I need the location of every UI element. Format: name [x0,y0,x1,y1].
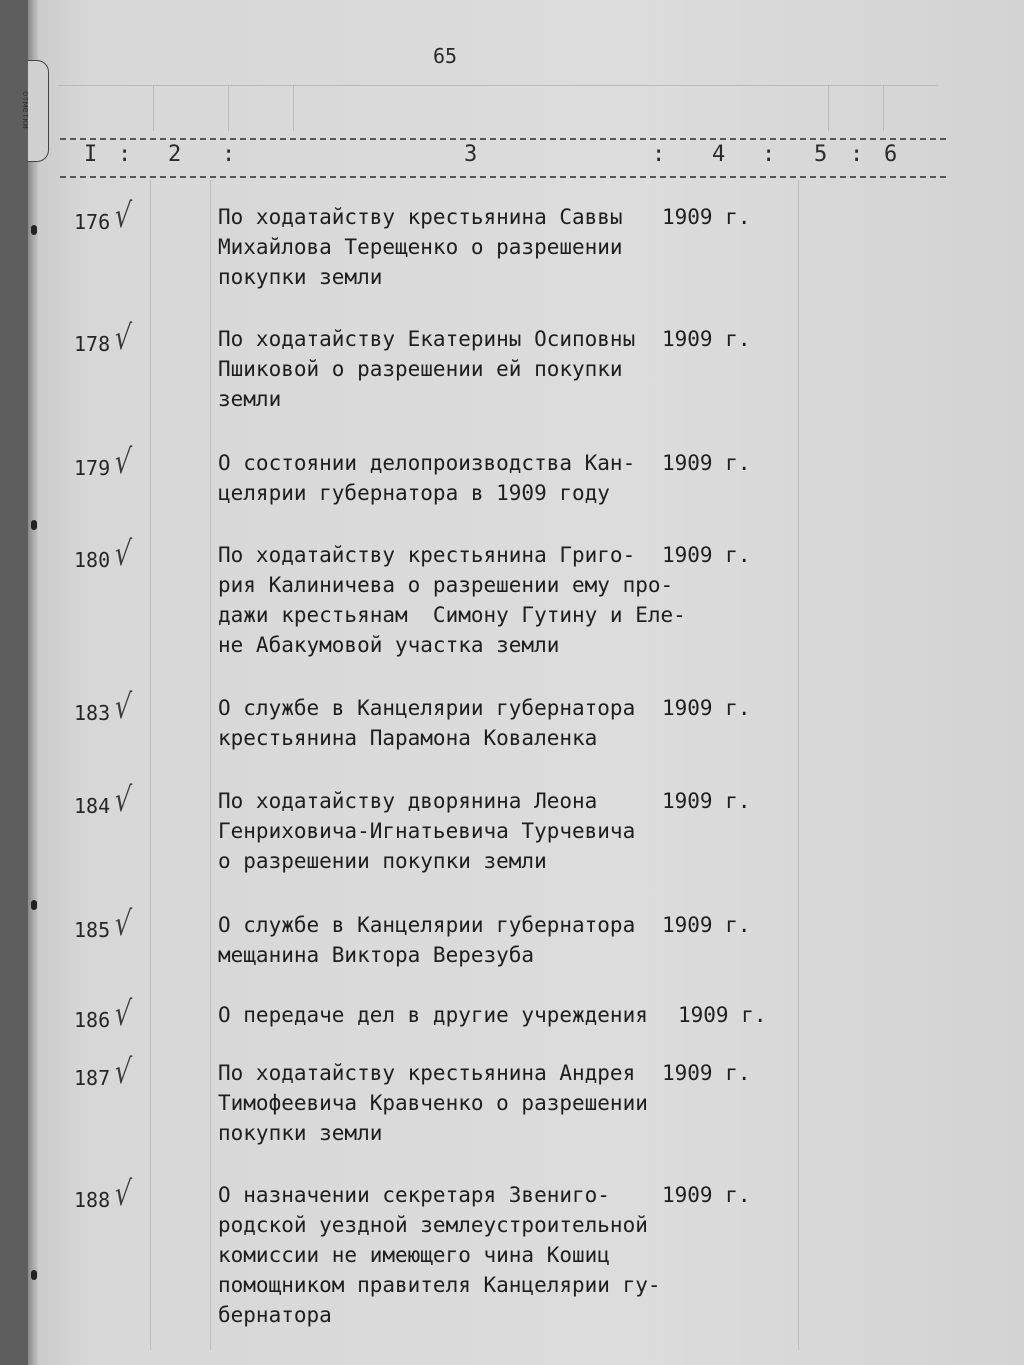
entry-title: По ходатайству крестьянина Андрея Тимофеевича Кравченко о разрешении покупки земли [218,1061,648,1145]
entry-number: 184 [74,794,111,818]
column-separator: : [222,142,236,167]
checkmark-icon: √ [113,1174,133,1214]
entry-year: 1909 г. [662,205,751,229]
page-binding-edge [28,0,38,1365]
stamp-label: отметки [20,91,30,129]
checkmark-icon: √ [113,780,133,820]
column-rule [798,180,799,1350]
column-separator: : [762,142,776,167]
column-rule [210,180,211,1350]
column-separator: : [850,142,864,167]
faded-table-header [58,85,938,131]
entry-year: 1909 г. [662,1061,751,1085]
checkmark-icon: √ [113,687,133,727]
entry-title: По ходатайству крестьянина Григо- рия Калиничева о разрешении ему про- дажи крестьянам Симону Гутину и Еле- не Абакумовой участка земли [218,543,686,657]
column-rule [150,180,151,1350]
checkmark-icon: √ [113,534,133,574]
entry-year: 1909 г. [662,543,751,567]
entry-number: 180 [74,548,111,572]
document-page [20,0,1024,1365]
checkmark-icon: √ [113,442,133,482]
entry-year: 1909 г. [662,1183,751,1207]
entry-number: 179 [74,456,111,480]
entry-title: По ходатайству крестьянина Саввы Михайлова Терещенко о разрешении покупки земли [218,205,623,289]
binding-hole [31,225,37,235]
checkmark-icon: √ [113,318,133,358]
entry-number: 186 [74,1008,111,1032]
entry-title: О службе в Канцелярии губернатора крестьянина Парамона Коваленка [218,696,636,750]
entry-title: По ходатайству дворянина Леона Генриховича-Игнатьевича Турчевича о разрешении покупки земли [218,789,636,873]
entry-title: О назначении секретаря Звениго- родской уездной землеустроительной комиссии не имеющего чина Кошиц помощником правителя Канцелярии гу- бернатора [218,1183,661,1327]
entry-number: 178 [74,332,111,356]
entry-year: 1909 г. [662,451,751,475]
column-separator: : [652,142,666,167]
header-dash-line [60,138,946,140]
header-dash-line [60,176,946,178]
page-number: 65 [433,44,458,68]
entry-year: 1909 г. [678,1003,767,1027]
column-number: 2 [168,142,182,167]
entry-title: О передаче дел в другие учреждения [218,1003,648,1027]
column-number: 4 [712,142,726,167]
column-number: 3 [464,142,478,167]
binding-hole [31,520,37,530]
entry-number: 185 [74,918,111,942]
entry-year: 1909 г. [662,789,751,813]
checkmark-icon: √ [113,196,133,236]
column-number: 5 [814,142,828,167]
entry-title: О состоянии делопроизводства Кан- целярии губернатора в 1909 году [218,451,636,505]
entry-number: 176 [74,210,111,234]
entry-title: По ходатайству Екатерины Осиповны Пшиковой о разрешении ей покупки земли [218,327,636,411]
entry-number: 183 [74,701,111,725]
entry-year: 1909 г. [662,913,751,937]
column-numbers-row [28,142,1024,172]
checkmark-icon: √ [113,904,133,944]
entry-year: 1909 г. [662,327,751,351]
column-separator: : [118,142,132,167]
entry-year: 1909 г. [662,696,751,720]
column-number: 6 [884,142,898,167]
column-number: I [84,142,98,167]
checkmark-icon: √ [113,994,133,1034]
binding-hole [31,900,37,910]
entry-number: 188 [74,1188,111,1212]
binding-hole [31,1270,37,1280]
entry-number: 187 [74,1066,111,1090]
entry-title: О службе в Канцелярии губернатора мещанина Виктора Верезуба [218,913,636,967]
checkmark-icon: √ [113,1052,133,1092]
